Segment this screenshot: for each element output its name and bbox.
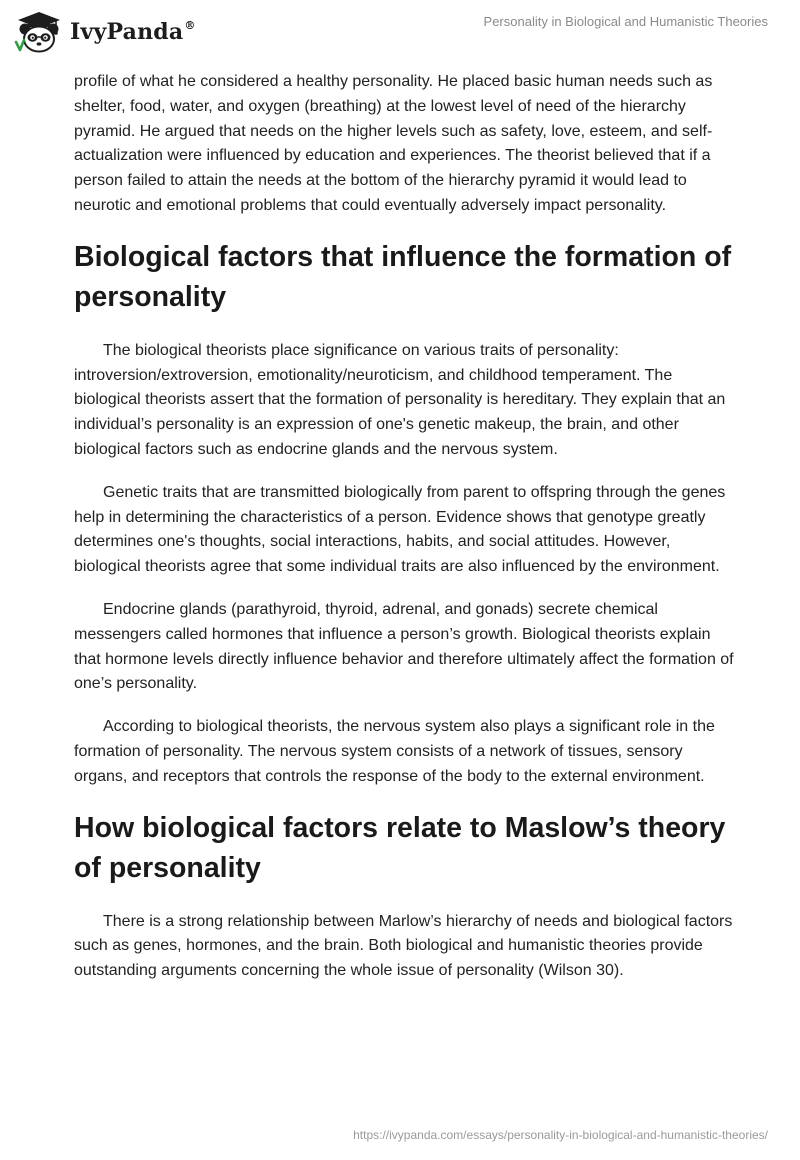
brand-name: IvyPanda® (70, 19, 196, 45)
body-paragraph: Genetic traits that are transmitted biologically from parent to offspring through the genes help in determining the characteristics of a person. Evidence shows that genotype greatly determines one's thoughts, social interactions, habits, and social attitudes. However, biological theorists agree that some individual traits are also influenced by the environment. (74, 483, 726, 576)
essay-content (74, 70, 734, 1002)
ivypanda-logo[interactable] (14, 10, 196, 54)
section-heading-maslow-relation: How biological factors relate to Maslow’s theory of personality (74, 811, 726, 884)
section-heading-biological-factors: Biological factors that influence the formation of personality (74, 240, 732, 313)
body-paragraph: The biological theorists place significance on various traits of personality: introversion/extroversion, emotionality/neuroticism, and childhood temperament. The biological theorists assert that the formation of personality is hereditary. They explain that an individual’s personality is an expression of one's genetic makeup, the brain, and other biological factors such as endocrine glands and the nervous system. (74, 341, 726, 458)
registered-mark: ® (184, 19, 196, 32)
panda-graduate-icon (14, 10, 64, 54)
body-paragraph: There is a strong relationship between Marlow’s hierarchy of needs and biological factors such as genes, hormones, and the brain. Both biological and humanistic theories provide outstanding arguments concerning the whole issue of personality (Wilson 30). (74, 912, 733, 980)
intro-paragraph: profile of what he considered a healthy personality. He placed basic human needs such as shelter, food, water, and oxygen (breathing) at the lowest level of need of the hierarchy pyramid. He argued that needs on the higher levels such as safety, love, esteem, and self-actualization were influenced by education and experiences. The theorist believed that if a person failed to attain the needs at the bottom of the hierarchy pyramid it would lead to neurotic and emotional problems that could eventually adversely impact personality. (74, 73, 713, 214)
page-header (0, 0, 800, 70)
document-title: Personality in Biological and Humanistic Theories (483, 14, 768, 29)
source-url[interactable]: https://ivypanda.com/essays/personality-in-biological-and-humanistic-theories/ (353, 1128, 768, 1142)
body-paragraph: According to biological theorists, the nervous system also plays a significant role in the formation of personality. The nervous system consists of a network of tissues, sensory organs, and receptors that controls the response of the body to the external environment. (74, 718, 715, 785)
body-paragraph: Endocrine glands (parathyroid, thyroid, adrenal, and gonads) secrete chemical messengers called hormones that influence a person’s growth. Biological theorists explain that hormone levels directly influence behavior and therefore ultimately affect the formation of one’s personality. (74, 600, 734, 693)
